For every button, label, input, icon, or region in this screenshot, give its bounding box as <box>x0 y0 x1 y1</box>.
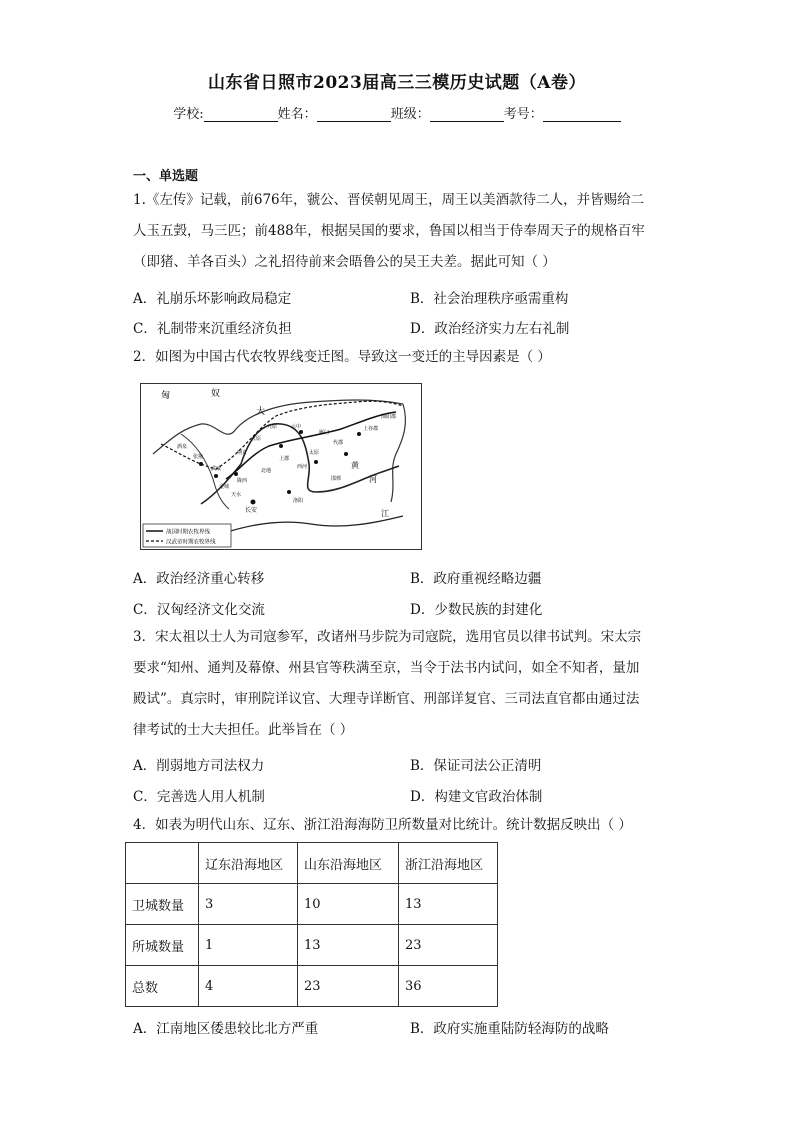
map-label: 西河 <box>297 464 308 470</box>
option-d[interactable]: D．政治经济实力左右礼制 <box>410 321 570 337</box>
map-label: 天水 <box>231 492 242 498</box>
legend-item: 汉武帝时期农牧界线 <box>166 539 216 546</box>
map-label: 雁门 <box>319 430 330 436</box>
question-line: 3．宋太祖以士人为司寇参军，改诸州马步院为司寇院，选用官员以律书试判。宋太宗 <box>133 629 642 645</box>
hexi-corridor-line <box>181 434 229 509</box>
map-label: 上谷郡 <box>363 426 379 432</box>
question-3 <box>133 622 663 746</box>
map-label: 长安 <box>245 507 258 514</box>
exam-title: 山东省日照市2023届高三三模历史试题（A卷） <box>207 73 586 93</box>
coastal-defense-table <box>125 842 498 1007</box>
city-dot <box>287 490 291 494</box>
city-dot <box>314 460 318 464</box>
map-label: 渔阳郡 <box>381 414 397 420</box>
city-dot <box>344 452 348 456</box>
table-header-cell: 山东沿海地区 <box>298 843 399 884</box>
option-b[interactable]: B．政府实施重陆防轻海防的战略 <box>410 1021 609 1037</box>
table-cell: 1 <box>199 925 298 966</box>
map-label: 代郡 <box>333 440 344 446</box>
table-cell: 23 <box>298 966 399 1007</box>
farming-pastoral-boundary-map <box>140 383 422 550</box>
city-dot <box>357 432 361 436</box>
student-info-line <box>0 103 794 122</box>
table-header-cell: 浙江沿海地区 <box>399 843 498 884</box>
option-c[interactable]: C．礼制带来沉重经济负担 <box>133 321 292 337</box>
question-line: 律考试的士大夫担任。此举旨在（ ） <box>133 722 354 738</box>
map-label: 北地 <box>261 468 272 474</box>
table-cell: 23 <box>399 925 498 966</box>
table-cell: 所城数量 <box>126 925 199 966</box>
option-d[interactable]: D．少数民族的封建化 <box>410 602 543 618</box>
question-line: 1.《左传》记载，前676年，虢公、晋侯朝见周王，周王以美酒款待二人，并皆赐给二 <box>133 192 645 208</box>
option-b[interactable]: B．社会治理秩序亟需重构 <box>410 291 569 307</box>
option-c[interactable]: C．汉匈经济文化交流 <box>133 602 265 618</box>
legend-item: 战国时期农牧界线 <box>166 529 211 536</box>
school-blank[interactable] <box>204 107 278 122</box>
question-4 <box>133 810 673 841</box>
map-figure <box>141 384 421 549</box>
exam-number-blank[interactable] <box>543 107 621 122</box>
table-cell: 4 <box>199 966 298 1007</box>
table-cell: 36 <box>399 966 498 1007</box>
option-b[interactable]: B．政府重视经略边疆 <box>410 571 542 587</box>
option-a[interactable]: A．礼崩乐坏影响政局稳定 <box>133 291 292 307</box>
map-label: 金城 <box>219 484 230 490</box>
table-cell: 13 <box>298 925 399 966</box>
question-1 <box>133 185 663 278</box>
map-label: 江 <box>381 509 389 518</box>
table-cell: 13 <box>399 884 498 925</box>
map-label: 云中 <box>291 424 302 430</box>
question-line: 人玉五瑴，马三匹；前488年，根据吴国的要求，鲁国以相当于侍奉周天子的规格百牢 <box>133 223 645 239</box>
table-cell: 卫城数量 <box>126 884 199 925</box>
city-dot <box>251 500 256 505</box>
question-line: 要求“知州、通判及幕僚、州县官等秩满至京，当令于法书内试问，如全不知者，量加 <box>133 660 640 676</box>
map-label: 五原 <box>251 436 262 442</box>
map-legend <box>143 524 231 547</box>
question-line: （即猪、羊各百头）之礼招待前来会晤鲁公的吴王夫差。据此可知（ ） <box>133 254 556 270</box>
city-dot <box>299 430 303 434</box>
option-a[interactable]: A．政治经济重心转移 <box>133 571 265 587</box>
map-label: 河 <box>369 475 377 484</box>
question-line: 2．如图为中国古代农牧界线变迁图。导致这一变迁的主导因素是（ ） <box>133 349 551 365</box>
question-2 <box>133 342 663 373</box>
school-label: 学校: <box>173 107 204 122</box>
option-b[interactable]: B．保证司法公正清明 <box>410 758 542 774</box>
city-dot <box>234 472 238 476</box>
map-label: 奴 <box>211 389 221 399</box>
table-cell: 3 <box>199 884 298 925</box>
map-label: 张掖 <box>193 454 204 460</box>
map-label: 九原 <box>267 424 278 430</box>
table-cell: 10 <box>298 884 399 925</box>
section-heading: 一、单选题 <box>133 169 199 184</box>
option-d[interactable]: D．构建文官政治体制 <box>410 789 543 805</box>
option-a[interactable]: A．江南地区倭患较比北方严重 <box>133 1021 319 1037</box>
map-label: 上郡 <box>279 456 290 462</box>
map-label: 酒泉 <box>177 444 188 450</box>
question-line: 4．如表为明代山东、辽东、浙江沿海海防卫所数量对比统计。统计数据反映出（ ） <box>133 817 632 833</box>
city-dot <box>279 444 283 448</box>
table-header-row <box>126 843 498 884</box>
table-row <box>126 966 498 1007</box>
map-label: 邯郸 <box>331 476 342 482</box>
name-label: 姓名： <box>277 107 317 122</box>
option-a[interactable]: A．削弱地方司法权力 <box>133 758 265 774</box>
option-c[interactable]: C．完善选人用人机制 <box>133 789 265 805</box>
map-label: 武威 <box>211 466 222 472</box>
class-blank[interactable] <box>430 107 504 122</box>
map-label: 陇西 <box>237 478 248 484</box>
table-cell: 总数 <box>126 966 199 1007</box>
class-label: 班级： <box>390 107 430 122</box>
map-label: 太原 <box>309 450 320 456</box>
table-header-cell: 辽东沿海地区 <box>199 843 298 884</box>
exam-number-label: 考号： <box>503 107 543 122</box>
warring-states-boundary <box>226 412 396 479</box>
table-row <box>126 884 498 925</box>
yangtze-river-line <box>221 516 403 534</box>
name-blank[interactable] <box>317 107 391 122</box>
map-label: 匈 <box>161 391 171 401</box>
table-header-cell <box>126 843 199 884</box>
map-label: 黄 <box>351 461 359 470</box>
map-label: 洛阳 <box>293 498 304 504</box>
table-row <box>126 925 498 966</box>
city-dot <box>199 462 203 466</box>
question-line: 殿试”。真宗时，审刑院详议官、大理寺详断官、刑部详复官、三司法直官都由通过法 <box>133 691 640 707</box>
map-label: 朔方 <box>237 450 248 456</box>
city-dot <box>214 474 218 478</box>
map-label: 大 <box>256 407 266 417</box>
